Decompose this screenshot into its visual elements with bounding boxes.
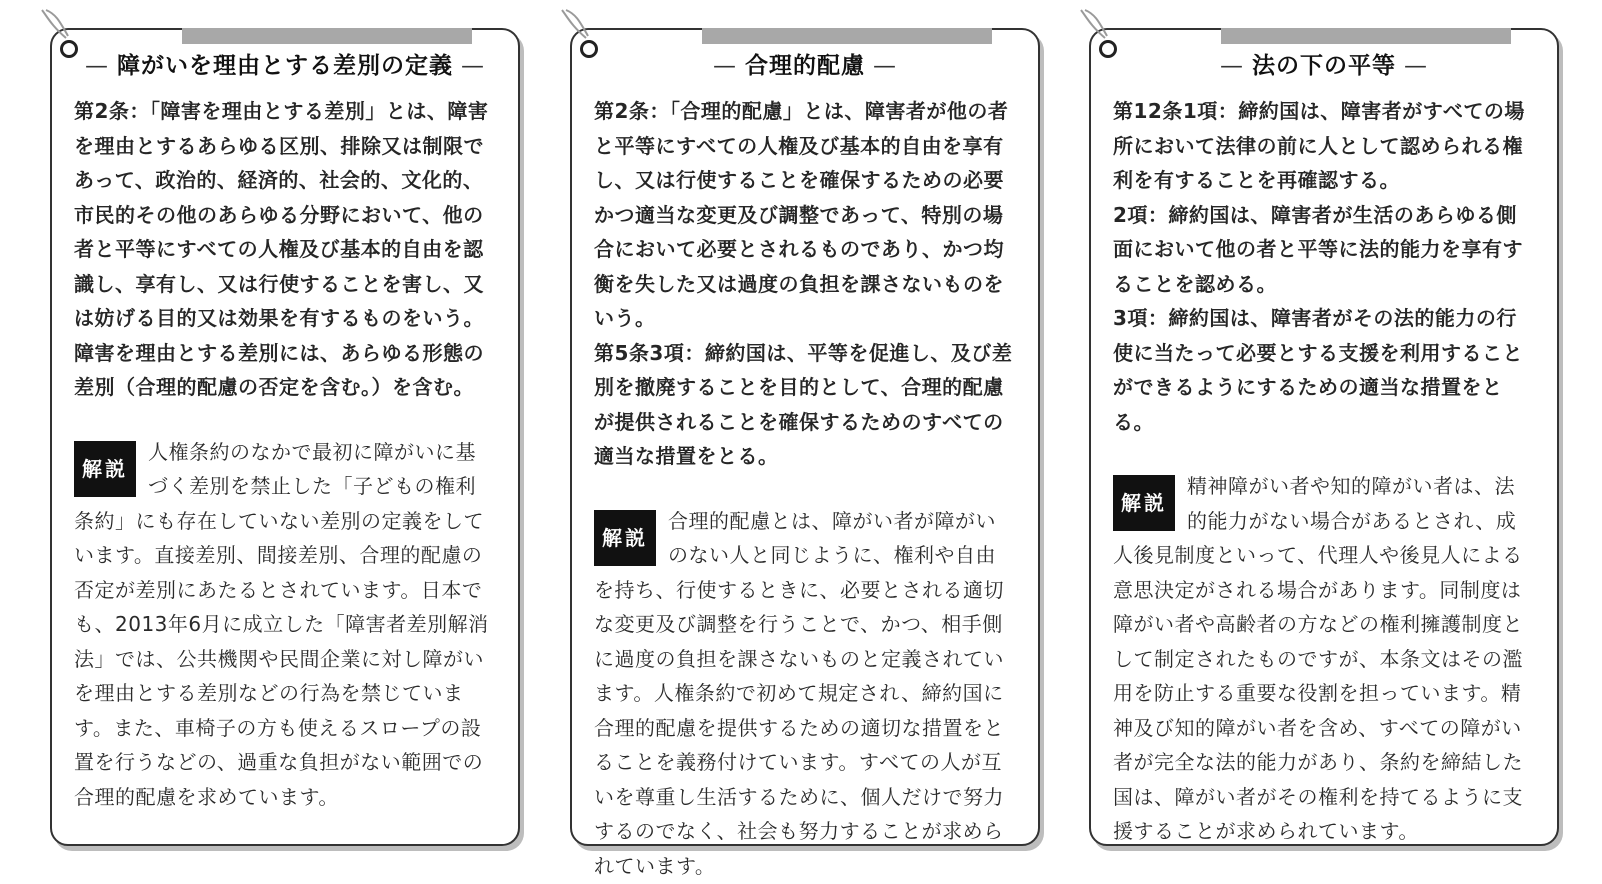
- card-title-text: 合理的配慮: [745, 53, 865, 79]
- card-title-text: 法の下の平等: [1252, 53, 1396, 79]
- card-discrimination-definition: [50, 28, 520, 846]
- card-title: [572, 50, 1038, 82]
- commentary: [1113, 469, 1535, 849]
- tag-string-icon: [1077, 8, 1113, 44]
- commentary: [594, 504, 1016, 884]
- commentary-text: 精神障がい者や知的障がい者は、法的能力がない場合があるとされ、成人後見制度といって、代理人や後見人による意思決定がされる場合があります。同制度は障がい者や高齢者の方などの権利擁護制度として制定されたものですが、本条文はその濫用を防止する重要な役割を担っています。精神及び知的障がい者を含め、すべての障がい者が完全な法的能力があり、条約を締結した国は、障がい者がその権利を持てるように支援することが求められています。: [1113, 474, 1523, 843]
- card-tab: [1221, 28, 1511, 44]
- title-dash-right: —: [461, 53, 485, 79]
- tag-string-icon: [558, 8, 594, 44]
- article-text: 3項：締約国は、障害者がその法的能力の行使に当たって必要とする支援を利用することができるようにするための適当な措置をとる。: [1113, 306, 1523, 434]
- card-tab: [702, 28, 992, 44]
- commentary-text: 人権条約のなかで最初に障がいに基づく差別を禁止した「子どもの権利条約」にも存在していない差別の定義をしています。直接差別、間接差別、合理的配慮の否定が差別にあたるとされています。日本でも、2013年6月に成立した「障害者差別解消法」では、公共機関や民間企業に対し障がいを理由とする差別などの行為を禁じています。また、車椅子の方も使えるスロープの設置を行うなどの、過重な負担がない範囲での合理的配慮を求めています。: [74, 439, 489, 809]
- article-text: 第2条：「合理的配慮」とは、障害者が他の者と平等にすべての人権及び基本的自由を享有し、又は行使することを確保するための必要かつ適当な変更及び調整であって、特別の場合において必要とされるものであり、かつ均衡を失した又は過度の負担を課さないものをいう。: [594, 99, 1009, 330]
- commentary-badge: 解説: [74, 441, 136, 497]
- card-title: [52, 50, 518, 82]
- article-text: 第2条：「障害を理由とする差別」とは、障害を理由とするあらゆる区別、排除又は制限であって、政治的、経済的、社会的、文化的、市民的その他のあらゆる分野において、他の者と平等にすべての人権及び基本的自由を認識し、享有し、又は行使することを害し、又は妨げる目的又は効果を有するものをいう。障害を理由とする差別には、あらゆる形態の差別（合理的配慮の否定を含む。）を含む。: [74, 99, 489, 399]
- commentary: [74, 435, 496, 815]
- card-content: [74, 94, 496, 814]
- card-title-text: 障がいを理由とする差別の定義: [117, 53, 453, 79]
- title-dash-right: —: [873, 53, 897, 79]
- commentary-badge: 解説: [594, 510, 656, 566]
- tag-string-icon: [38, 8, 74, 44]
- card-reasonable-accommodation: [570, 28, 1040, 878]
- card-content: [1113, 94, 1535, 849]
- title-dash-right: —: [1404, 53, 1428, 79]
- card-tab: [182, 28, 472, 44]
- title-dash-left: —: [713, 53, 737, 79]
- article-text: 2項：締約国は、障害者が生活のあらゆる側面において他の者と平等に法的能力を享有することを認める。: [1113, 202, 1523, 296]
- title-dash-left: —: [1220, 53, 1244, 79]
- title-dash-left: —: [85, 53, 109, 79]
- card-equality-before-law: [1089, 28, 1559, 846]
- card-content: [594, 94, 1016, 883]
- article-text: 第12条1項：締約国は、障害者がすべての場所において法律の前に人として認められる権利を有することを再確認する。: [1113, 99, 1525, 192]
- commentary-text: 合理的配慮とは、障がい者が障がいのない人と同じように、権利や自由を持ち、行使するときに、必要とされる適切な変更及び調整を行うことで、かつ、相手側に過度の負担を課さないものと定義されています。人権条約で初めて規定され、締約国に合理的配慮を提供するための適切な措置をとることを義務付けています。すべての人が互いを尊重し生活するために、個人だけで努力するのでなく、社会も努力することが求められています。: [594, 508, 1004, 878]
- article-text: 第5条3項：締約国は、平等を促進し、及び差別を撤廃することを目的として、合理的配慮が提供されることを確保するためのすべての適当な措置をとる。: [594, 340, 1013, 468]
- commentary-badge: 解説: [1113, 475, 1175, 531]
- card-title: [1091, 50, 1557, 82]
